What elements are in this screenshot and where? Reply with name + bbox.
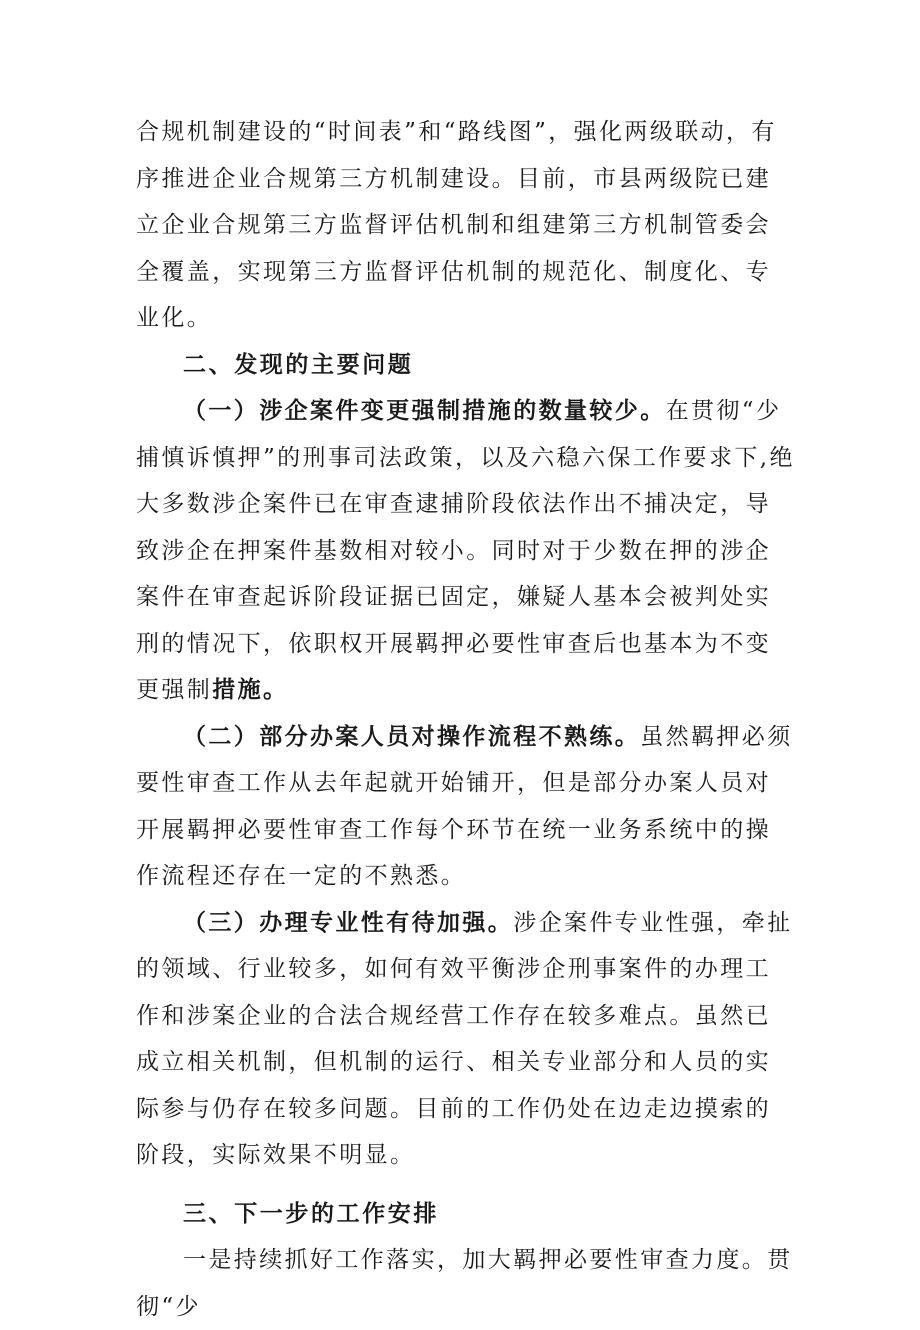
problem-item-3-title: （三）办理专业性有待加强。: [183, 909, 514, 936]
problem-item-2: [136, 714, 796, 900]
section-heading-main-problems: 二、发现的主要问题: [183, 351, 414, 378]
document-body: [136, 109, 796, 1330]
paragraph-intro: 合规机制建设的“时间表”和“路线图”，强化两级联动，有序推进企业合规第三方机制建设。目前，市县两级院已建立企业合规第三方监督评估机制和组建第三方机制管委会全覆盖，实现第三方监督评估机制的规范化、制度化、专业化。: [136, 119, 777, 331]
problem-item-3: [136, 900, 796, 1179]
problem-item-2-title: （二）部分办案人员对操作流程不熟练。: [183, 723, 641, 750]
problem-item-1-tail: 措施。: [212, 677, 289, 703]
problem-item-1-text: 在贯彻“少捕慎诉慎押”的刑事司法政策，以及六稳六保工作要求下,绝大多数涉企案件已在审查逮捕阶段依法作出不捕决定，导致涉企在押案件基数相对较小。同时对于少数在押的涉企案件在审查起诉阶段证据已固定，嫌疑人基本会被判处实刑的情况下，依职权开展羁押必要性审查后也基本为不变更强制: [136, 398, 795, 703]
paragraph-next-step-1: 一是持续抓好工作落实，加大羁押必要性审查力度。贯彻“少: [136, 1247, 793, 1320]
problem-item-1: [136, 388, 796, 714]
problem-item-3-text: 涉企案件专业性强，牵扯的领域、行业较多，如何有效平衡涉企刑事案件的办理工作和涉案企业的合法合规经营工作存在较多难点。虽然已成立相关机制，但机制的运行、相关专业部分和人员的实际参与仍存在较多问题。目前的工作仍处在边走边摸索的阶段，实际效果不明显。: [136, 909, 793, 1168]
problem-item-1-title: （一）涉企案件变更强制措施的数量较少。: [183, 398, 666, 424]
problem-item-2-text: 虽然羁押必须要性审查工作从去年起就开始铺开，但是部分办案人员对开展羁押必要性审查工作每个环节在统一业务系统中的操作流程还存在一定的不熟悉。: [136, 723, 793, 889]
section-heading-next-steps: 三、下一步的工作安排: [183, 1200, 439, 1227]
